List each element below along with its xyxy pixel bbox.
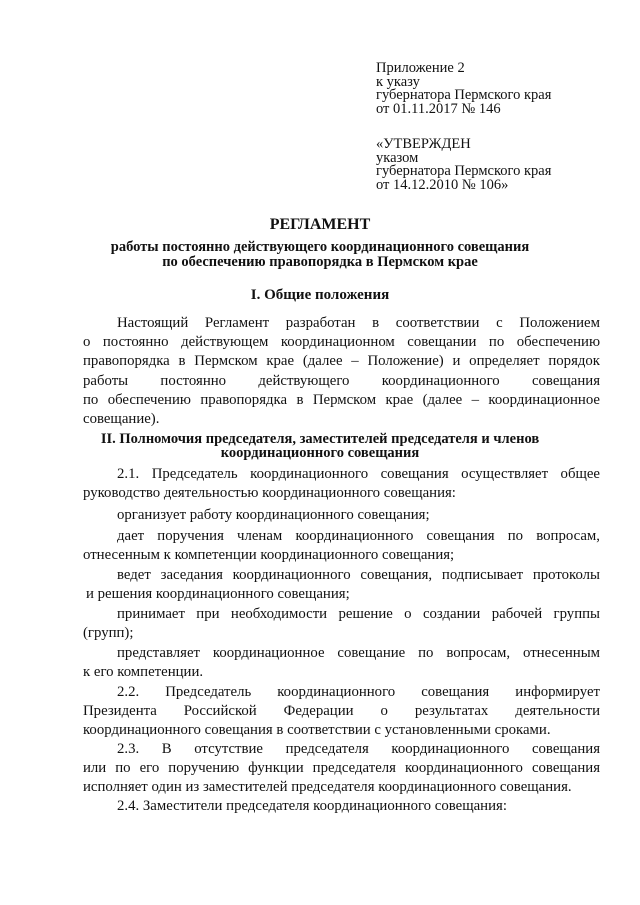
item-instructions (83, 527, 600, 565)
paragraph-2-3 (83, 740, 600, 798)
item-organizes (83, 506, 600, 525)
paragraph-line: и решения координационного совещания; (86, 586, 350, 603)
paragraph-line: работы постоянно действующего координационного совещания (83, 372, 600, 389)
paragraph-line: 2.3. В отсутствие председателя координационного совещания (117, 741, 600, 757)
paragraph-2-1 (83, 465, 600, 503)
paragraph-line: Президента Российской Федерации о результатах деятельности (83, 703, 600, 720)
paragraph-line: ведет заседания координационного совещания, подписывает протоколы (117, 567, 600, 583)
item-represents (83, 644, 600, 682)
paragraph-2-2 (83, 683, 600, 741)
paragraph-line: представляет координационное совещание по вопросам, отнесенным (117, 645, 600, 661)
section2-heading-line: координационного совещания (220, 444, 420, 461)
appendix-line: к указу (376, 73, 420, 90)
paragraph-line: координационного совещания в соответствии с установленными сроками. (83, 722, 551, 739)
item-working-group (83, 605, 600, 643)
paragraph-line: или по его поручению функции председателя координационного совещания (83, 760, 600, 777)
section1-heading: I. Общие положения (250, 287, 390, 303)
appendix-line: от 01.11.2017 № 146 (376, 100, 501, 117)
approved-line: губернатора Пермского края (376, 163, 552, 179)
appendix-block (376, 62, 551, 116)
paragraph-line: к его компетенции. (83, 664, 204, 681)
paragraph-1 (83, 314, 600, 429)
approved-line: указом (376, 149, 419, 166)
subtitle-line: по обеспечению правопорядка в Пермском крае (162, 254, 478, 270)
paragraph-line: дает поручения членам координационного совещания по вопросам, (117, 528, 600, 544)
paragraph-line: 2.2. Председатель координационного совещания информирует (117, 684, 600, 700)
section2-heading (0, 433, 640, 460)
paragraph-line: Настоящий Регламент разработан в соответствии с Положением (117, 315, 600, 331)
approved-line: от 14.12.2010 № 106» (376, 176, 509, 193)
paragraph-line: принимает при необходимости решение о создании рабочей группы (117, 606, 600, 622)
document-title: РЕГЛАМЕНТ (269, 216, 371, 233)
paragraph-2-4 (83, 797, 600, 816)
appendix-line: губернатора Пермского края (376, 87, 552, 103)
paragraph-line: отнесенным к компетенции координационного совещания; (83, 547, 455, 564)
paragraph-line: исполняет один из заместителей председателя координационного совещания. (83, 779, 572, 796)
paragraph-line: по обеспечению правопорядка в Пермском крае (далее – координационное (83, 391, 600, 408)
paragraph-line: 2.1. Председатель координационного совещания осуществляет общее (117, 466, 600, 482)
document-subtitle (0, 240, 640, 270)
paragraph-line: 2.4. Заместители председателя координационного совещания: (117, 798, 507, 814)
paragraph-line: (групп); (83, 625, 134, 642)
approved-block (376, 138, 551, 192)
paragraph-line: руководство деятельностью координационного совещания: (83, 485, 456, 502)
item-meetings (83, 566, 600, 604)
subtitle-line: работы постоянно действующего координационного совещания (110, 239, 530, 255)
paragraph-line: организует работу координационного совещания; (117, 507, 430, 523)
approved-line: «УТВЕРЖДЕН (376, 136, 471, 152)
paragraph-line: правопорядка в Пермском крае (далее – Положение) и определяет порядок (83, 353, 600, 370)
paragraph-line: совещание). (83, 411, 160, 428)
paragraph-line: о постоянно действующем координационном совещании по обеспечению (83, 334, 600, 351)
appendix-line: Приложение 2 (376, 60, 465, 76)
section2-heading-line: II. Полномочия председателя, заместителей председателя и членов (100, 431, 540, 447)
